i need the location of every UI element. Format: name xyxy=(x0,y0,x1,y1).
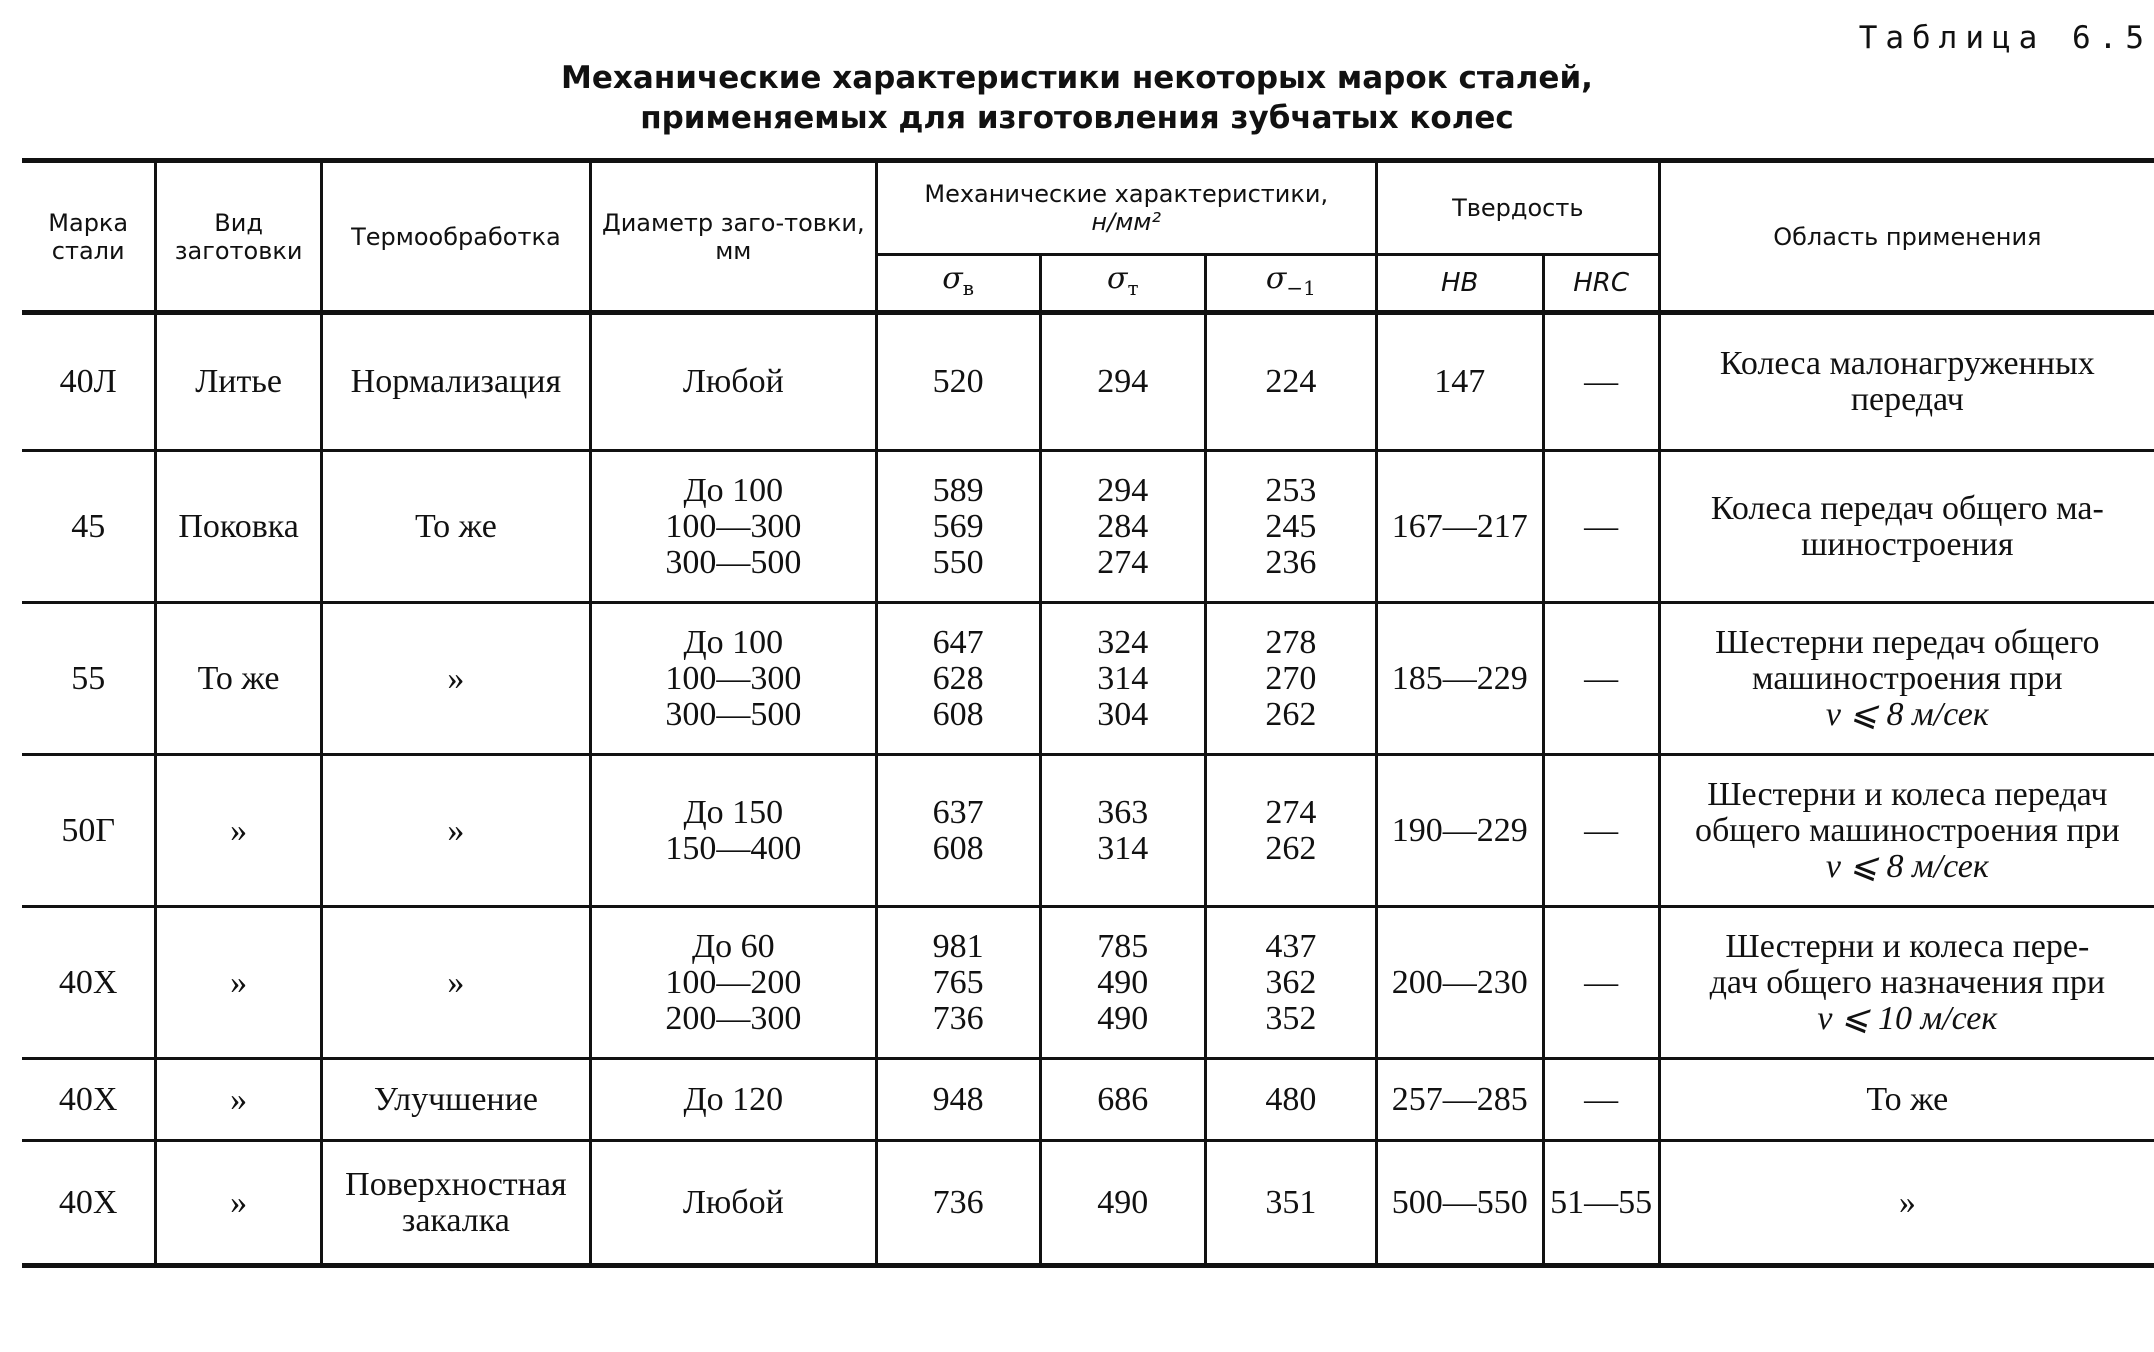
sigma-t-symbol: σ xyxy=(1107,260,1128,296)
cell-sigma-b xyxy=(876,1141,1040,1266)
header-mechanical-units: н/мм² xyxy=(1091,208,1162,236)
table-title xyxy=(0,58,2154,138)
header-grade: Марка стали xyxy=(22,161,156,313)
application-line: » xyxy=(1898,1183,1916,1221)
cell-grade: 40Х xyxy=(22,1141,156,1266)
cell-grade: 40Л xyxy=(22,313,156,451)
header-hb xyxy=(1376,255,1543,313)
cell-sigma-t xyxy=(1040,451,1205,603)
sigma-1-value: 362 xyxy=(1265,963,1317,1001)
sigma-1-value: 253 xyxy=(1265,471,1317,509)
table-row xyxy=(22,907,2154,1059)
header-sigma-b xyxy=(876,255,1040,313)
cell-treatment: Улучшение xyxy=(321,1059,590,1141)
table-row xyxy=(22,1141,2154,1266)
cell-sigma-b xyxy=(876,907,1040,1059)
cell-diameter xyxy=(591,1141,877,1266)
cell-blank: » xyxy=(156,755,321,907)
diameter-line: 100—300 xyxy=(665,507,802,545)
sigma-b-value: 637 xyxy=(932,793,984,831)
sigma-1-subscript: −1 xyxy=(1286,275,1316,300)
sigma-1-value: 274 xyxy=(1265,793,1317,831)
diameter-line: 300—500 xyxy=(665,543,802,581)
sigma-b-value: 981 xyxy=(932,927,984,965)
table-row xyxy=(22,755,2154,907)
diameter-line: До 100 xyxy=(683,623,784,661)
sigma-t-value: 490 xyxy=(1097,1183,1149,1221)
sigma-t-value: 284 xyxy=(1097,507,1149,545)
diameter-line: 100—300 xyxy=(665,659,802,697)
cell-application xyxy=(1659,1141,2154,1266)
sigma-1-value: 437 xyxy=(1265,927,1317,965)
cell-hrc: 51—55 xyxy=(1543,1141,1659,1266)
sigma-t-subscript: т xyxy=(1127,275,1139,300)
cell-sigma-b xyxy=(876,603,1040,755)
cell-application xyxy=(1659,451,2154,603)
application-line: передач xyxy=(1850,381,1964,418)
sigma-1-value: 262 xyxy=(1265,829,1317,867)
cell-sigma-1 xyxy=(1205,451,1376,603)
header-sigma-t xyxy=(1040,255,1205,313)
sigma-t-value: 304 xyxy=(1097,695,1149,733)
hrc-label: HRC xyxy=(1573,268,1630,298)
diameter-line: Любой xyxy=(682,363,784,400)
sigma-b-value: 569 xyxy=(932,507,984,545)
cell-hrc: — xyxy=(1543,313,1659,451)
sigma-t-value: 686 xyxy=(1097,1080,1149,1118)
cell-grade: 55 xyxy=(22,603,156,755)
diameter-line: До 100 xyxy=(683,471,784,509)
cell-hb: 147 xyxy=(1376,313,1543,451)
application-line: v ⩽ 8 м/сек xyxy=(1825,847,1989,885)
sigma-b-value: 550 xyxy=(932,543,984,581)
table-row xyxy=(22,313,2154,451)
application-line: v ⩽ 10 м/сек xyxy=(1817,999,1998,1037)
table-number: Таблица 6.5 xyxy=(1858,20,2152,56)
cell-blank: Поковка xyxy=(156,451,321,603)
sigma-1-value: 262 xyxy=(1265,695,1317,733)
cell-hrc: — xyxy=(1543,907,1659,1059)
cell-sigma-1 xyxy=(1205,313,1376,451)
application-line: дач общего назначения при xyxy=(1709,963,2106,1001)
cell-blank: Литье xyxy=(156,313,321,451)
sigma-1-value: 224 xyxy=(1265,363,1317,400)
sigma-1-value: 480 xyxy=(1265,1080,1317,1118)
cell-hrc: — xyxy=(1543,603,1659,755)
sigma-b-value: 765 xyxy=(932,963,984,1001)
cell-sigma-b xyxy=(876,755,1040,907)
cell-diameter xyxy=(591,755,877,907)
diameter-line: 100—200 xyxy=(665,963,802,1001)
cell-sigma-t xyxy=(1040,313,1205,451)
sigma-t-value: 274 xyxy=(1097,543,1149,581)
cell-hb: 200—230 xyxy=(1376,907,1543,1059)
application-line: v ⩽ 8 м/сек xyxy=(1825,695,1989,733)
application-line: Колеса малонагруженных xyxy=(1719,345,2095,382)
sigma-b-subscript: в xyxy=(962,275,974,300)
cell-hrc: — xyxy=(1543,755,1659,907)
cell-sigma-b xyxy=(876,451,1040,603)
sigma-1-value: 245 xyxy=(1265,507,1317,545)
sigma-b-value: 647 xyxy=(932,623,984,661)
sigma-1-value: 351 xyxy=(1265,1183,1317,1221)
cell-grade: 40Х xyxy=(22,1059,156,1141)
cell-blank: То же xyxy=(156,603,321,755)
cell-treatment: Нормализация xyxy=(321,313,590,451)
sigma-b-value: 628 xyxy=(932,659,984,697)
sigma-t-value: 490 xyxy=(1097,999,1149,1037)
cell-hb: 167—217 xyxy=(1376,451,1543,603)
header-hardness-group: Твердость xyxy=(1376,161,1659,255)
cell-sigma-1 xyxy=(1205,603,1376,755)
sigma-t-value: 294 xyxy=(1097,363,1149,400)
sigma-1-value: 352 xyxy=(1265,999,1317,1037)
cell-blank: » xyxy=(156,1141,321,1266)
hb-label: HB xyxy=(1440,268,1479,298)
diameter-line: До 120 xyxy=(683,1080,784,1118)
cell-hb: 257—285 xyxy=(1376,1059,1543,1141)
header-mechanical-group xyxy=(876,161,1376,255)
cell-treatment: То же xyxy=(321,451,590,603)
application-line: Колеса передач общего ма- xyxy=(1710,489,2104,527)
cell-diameter xyxy=(591,1059,877,1141)
cell-treatment: » xyxy=(321,755,590,907)
cell-sigma-t xyxy=(1040,1059,1205,1141)
cell-grade: 50Г xyxy=(22,755,156,907)
cell-sigma-t xyxy=(1040,907,1205,1059)
application-line: машиностроения при xyxy=(1752,659,2063,697)
cell-hrc: — xyxy=(1543,451,1659,603)
sigma-b-value: 520 xyxy=(932,363,984,400)
cell-sigma-t xyxy=(1040,1141,1205,1266)
cell-sigma-1 xyxy=(1205,1059,1376,1141)
cell-application xyxy=(1659,603,2154,755)
cell-hb: 500—550 xyxy=(1376,1141,1543,1266)
sigma-t-value: 490 xyxy=(1097,963,1149,1001)
sigma-1-symbol: σ xyxy=(1265,260,1287,296)
cell-hb: 185—229 xyxy=(1376,603,1543,755)
steel-properties-table xyxy=(22,158,2154,1268)
cell-treatment: » xyxy=(321,603,590,755)
application-line: общего машиностроения при xyxy=(1694,811,2120,849)
sigma-t-value: 294 xyxy=(1097,471,1149,509)
cell-sigma-1 xyxy=(1205,1141,1376,1266)
cell-sigma-1 xyxy=(1205,755,1376,907)
cell-hb: 190—229 xyxy=(1376,755,1543,907)
diameter-line: До 60 xyxy=(691,927,775,965)
cell-application xyxy=(1659,1059,2154,1141)
application-line: Шестерни передач общего xyxy=(1715,623,2100,661)
cell-blank: » xyxy=(156,907,321,1059)
diameter-line: До 150 xyxy=(683,793,784,831)
sigma-t-value: 785 xyxy=(1097,927,1149,965)
table-row xyxy=(22,603,2154,755)
cell-grade: 45 xyxy=(22,451,156,603)
cell-application xyxy=(1659,313,2154,451)
sigma-b-value: 589 xyxy=(932,471,984,509)
cell-sigma-t xyxy=(1040,603,1205,755)
table-row xyxy=(22,451,2154,603)
cell-grade: 40Х xyxy=(22,907,156,1059)
cell-diameter xyxy=(591,313,877,451)
header-diameter: Диаметр заго-товки, мм xyxy=(591,161,877,313)
application-line: Шестерни и колеса пере- xyxy=(1725,927,2090,965)
cell-blank: » xyxy=(156,1059,321,1141)
sigma-1-value: 278 xyxy=(1265,623,1317,661)
table-row xyxy=(22,1059,2154,1141)
cell-application xyxy=(1659,755,2154,907)
sigma-t-value: 324 xyxy=(1097,623,1149,661)
diameter-line: 300—500 xyxy=(665,695,802,733)
cell-diameter xyxy=(591,451,877,603)
title-line-2: применяемых для изготовления зубчатых колес xyxy=(640,100,1514,136)
cell-sigma-b xyxy=(876,313,1040,451)
application-line: Шестерни и колеса передач xyxy=(1707,775,2108,813)
header-blank-type: Вид заготовки xyxy=(156,161,321,313)
cell-application xyxy=(1659,907,2154,1059)
cell-hrc: — xyxy=(1543,1059,1659,1141)
header-heat-treatment: Термообработка xyxy=(321,161,590,313)
sigma-b-value: 736 xyxy=(932,999,984,1037)
cell-sigma-b xyxy=(876,1059,1040,1141)
header-application: Область применения xyxy=(1659,161,2154,313)
sigma-b-symbol: σ xyxy=(942,260,963,296)
application-line: То же xyxy=(1866,1080,1949,1118)
sigma-1-value: 270 xyxy=(1265,659,1317,697)
sigma-b-value: 736 xyxy=(932,1183,984,1221)
header-mechanical-label: Механические характеристики, xyxy=(924,180,1329,208)
sigma-t-value: 314 xyxy=(1097,659,1149,697)
sigma-t-value: 363 xyxy=(1097,793,1149,831)
cell-diameter xyxy=(591,603,877,755)
cell-sigma-t xyxy=(1040,755,1205,907)
sigma-1-value: 236 xyxy=(1265,543,1317,581)
sigma-b-value: 948 xyxy=(932,1080,984,1118)
cell-treatment: » xyxy=(321,907,590,1059)
sigma-b-value: 608 xyxy=(932,829,984,867)
sigma-b-value: 608 xyxy=(932,695,984,733)
cell-sigma-1 xyxy=(1205,907,1376,1059)
header-hrc xyxy=(1543,255,1659,313)
header-sigma-minus-1 xyxy=(1205,255,1376,313)
application-line: шиностроения xyxy=(1801,525,2014,563)
cell-treatment: Поверхностная закалка xyxy=(321,1141,590,1266)
cell-diameter xyxy=(591,907,877,1059)
diameter-line: 200—300 xyxy=(665,999,802,1037)
diameter-line: 150—400 xyxy=(665,829,802,867)
diameter-line: Любой xyxy=(682,1183,784,1221)
title-line-1: Механические характеристики некоторых марок сталей, xyxy=(561,60,1593,96)
sigma-t-value: 314 xyxy=(1097,829,1149,867)
